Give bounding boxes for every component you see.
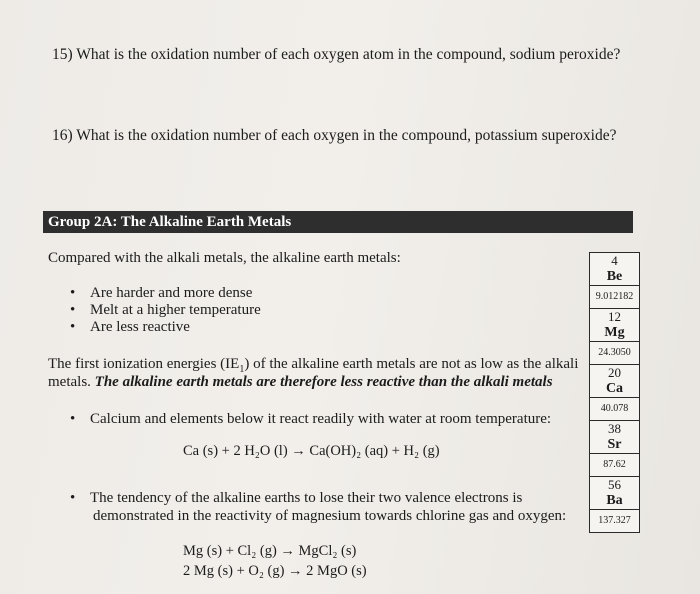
intro-text: Compared with the alkali metals, the alkaline earth metals: xyxy=(48,250,401,266)
question-16: 16) What is the oxidation number of each oxygen in the compound, potassium superoxide? xyxy=(52,127,617,144)
bullet-item: • Are less reactive xyxy=(70,319,190,335)
element-cell-sr: 38 Sr xyxy=(590,421,639,454)
element-cell-ca: 20 Ca xyxy=(590,365,639,398)
bullet-calcium: • Calcium and elements below it react readily with water at room temperature: xyxy=(70,411,552,427)
bullet-item: • Are harder and more dense xyxy=(70,285,253,301)
section-header: Group 2A: The Alkaline Earth Metals xyxy=(43,211,633,233)
element-mass-mg: 24.3050 xyxy=(590,342,639,365)
element-mass-ca: 40.078 xyxy=(590,398,639,421)
bullet-tendency: • The tendency of the alkaline earths to lose their two valence electrons is xyxy=(70,490,523,506)
element-cell-mg: 12 Mg xyxy=(590,309,639,342)
bullet-dot-icon: • xyxy=(70,285,76,301)
ionization-paragraph-line1: The first ionization energies $(IE_1)$ of the alkaline earth metals are not as low as the alkali xyxy=(48,356,579,375)
ionization-paragraph-line2: metals. The alkaline earth metals are therefore less reactive than the alkali metals xyxy=(48,374,553,390)
bullet-dot-icon: • xyxy=(70,490,76,506)
element-mass-ba: 137.327 xyxy=(598,515,631,526)
element-mass-be: 9.012182 xyxy=(590,286,639,309)
element-cell-be: 4 Be xyxy=(590,253,639,286)
bullet-item: • Melt at a higher temperature xyxy=(70,302,261,318)
element-cell-ba: 56 Ba xyxy=(590,477,639,510)
periodic-table-column xyxy=(589,252,640,533)
equation-mg-chlorine: Mg (s) + Cl₂ (g) → MgCl₂ (s) xyxy=(183,543,357,559)
bullet-tendency-cont: demonstrated in the reactivity of magnesium towards chlorine gas and oxygen: xyxy=(93,508,567,524)
bullet-dot-icon: • xyxy=(70,319,76,335)
element-mass-sr: 87.62 xyxy=(590,454,639,477)
equation-calcium-water: Ca (s) + 2 H₂O (l) → Ca(OH)₂ (aq) + H₂ (g) xyxy=(183,443,440,459)
bullet-dot-icon: • xyxy=(70,411,76,427)
equation-mg-oxygen: 2 Mg (s) + O₂ (g) → 2 MgO (s) xyxy=(183,563,367,579)
question-15: 15) What is the oxidation number of each oxygen atom in the compound, sodium peroxide? xyxy=(52,46,621,63)
bullet-dot-icon: • xyxy=(70,302,76,318)
